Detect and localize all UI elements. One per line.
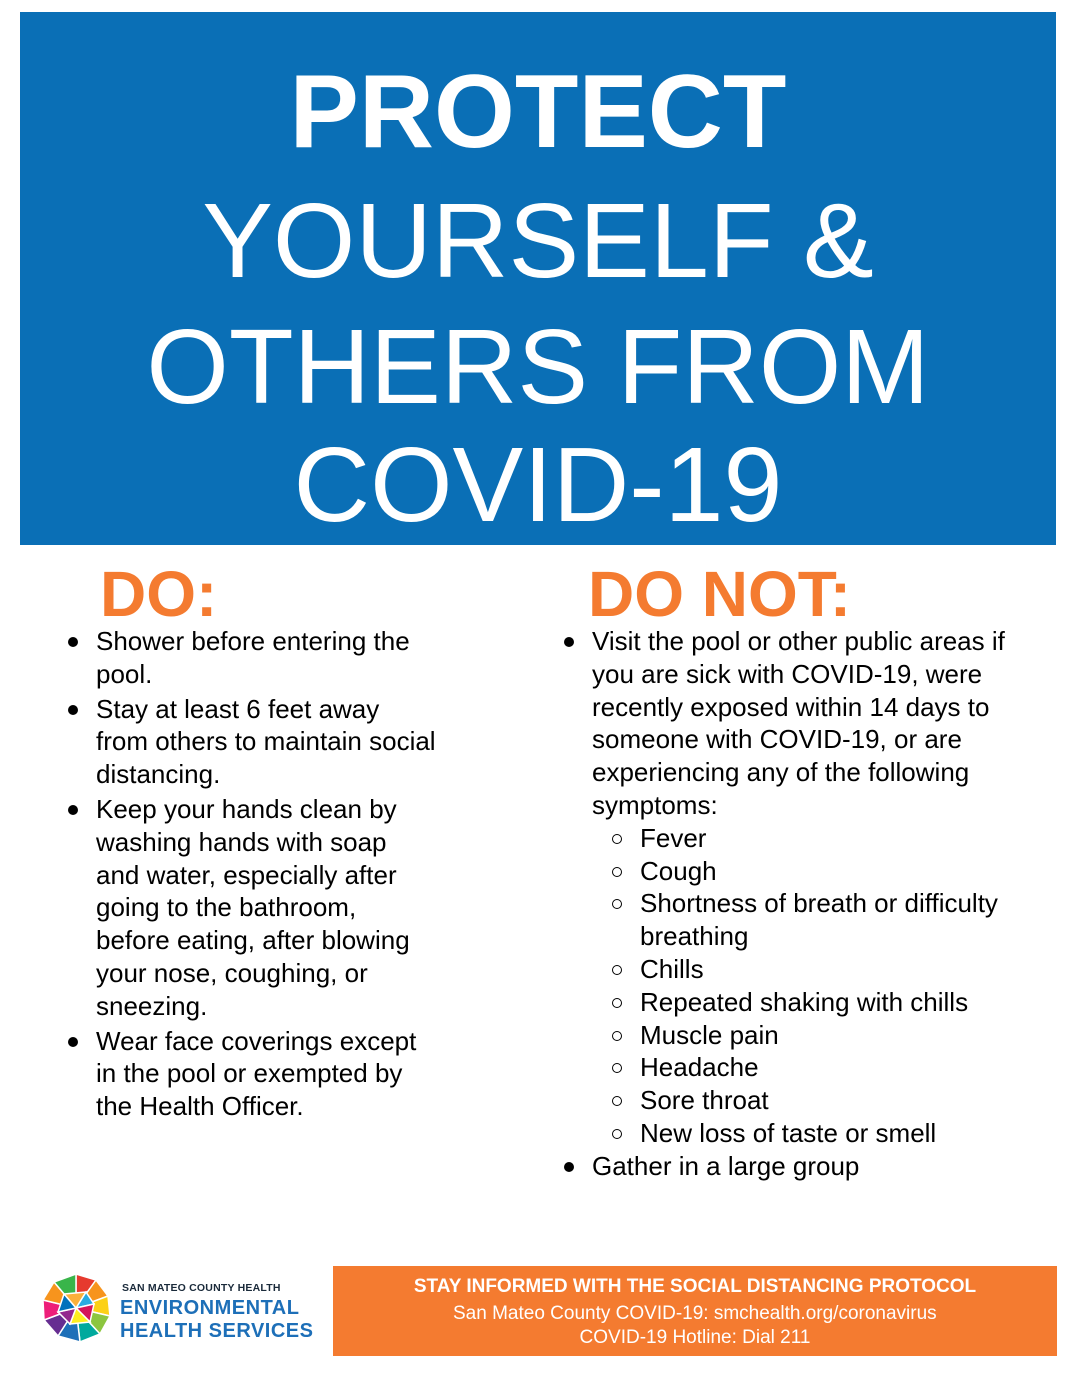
logo-small-text: SAN MATEO COUNTY HEALTH <box>122 1282 281 1294</box>
circle-bullet-icon <box>612 1096 622 1106</box>
symptom-item: New loss of taste or smell <box>640 1117 1032 1150</box>
circle-bullet-icon <box>612 867 622 877</box>
list-item <box>96 625 436 691</box>
list-item <box>96 793 436 1023</box>
bullet-icon <box>68 1037 78 1047</box>
stay-informed-heading: STAY INFORMED WITH THE SOCIAL DISTANCING PROTOCOL <box>413 1276 977 1297</box>
list-item <box>96 1025 436 1123</box>
circle-bullet-icon <box>612 899 622 909</box>
symptom-item: Chills <box>640 953 1032 986</box>
circle-bullet-icon <box>612 1129 622 1139</box>
bullet-icon <box>68 805 78 815</box>
do-not-item-text: Gather in a large group <box>592 1150 860 1181</box>
circle-bullet-icon <box>612 834 622 844</box>
symptom-item: Sore throat <box>640 1084 1032 1117</box>
title-line-covid: COVID-19 <box>293 426 783 544</box>
website-info: San Mateo County COVID-19: smchealth.org/coronavirus <box>453 1303 937 1324</box>
bullet-icon <box>564 637 574 647</box>
bullet-icon <box>68 705 78 715</box>
title-line-others: OTHERS FROM <box>146 308 930 426</box>
stay-informed-box <box>333 1266 1057 1356</box>
do-list <box>96 625 436 1125</box>
symptom-item: Headache <box>640 1051 1032 1084</box>
symptom-item: Muscle pain <box>640 1019 1032 1052</box>
do-item-text: Wear face coverings except in the pool or exempted by the Health Officer. <box>96 1025 417 1122</box>
hotline-info: COVID-19 Hotline: Dial 211 <box>579 1327 811 1348</box>
circle-bullet-icon <box>612 1063 622 1073</box>
symptom-item: Cough <box>640 855 1032 888</box>
bullet-icon <box>68 637 78 647</box>
list-item <box>592 1150 1032 1183</box>
do-not-heading: DO NOT: <box>588 558 852 630</box>
agency-logo <box>40 1272 330 1352</box>
do-not-item-text: Visit the pool or other public areas if you are sick with COVID-19, were recently exposed within 14 days to someone with COVID-19, or are experiencing any of the following symptoms: <box>592 626 1005 820</box>
logo-line-environmental: ENVIRONMENTAL <box>120 1297 300 1319</box>
symptoms-list <box>592 822 1032 1150</box>
symptom-item: Shortness of breath or difficulty breathing <box>640 887 1032 953</box>
mosaic-circle-logo-icon <box>40 1272 112 1344</box>
do-item-text: Shower before entering the pool. <box>96 626 410 689</box>
title-line-protect: PROTECT <box>289 54 787 170</box>
logo-line-health-services: HEALTH SERVICES <box>120 1320 314 1342</box>
symptom-item: Repeated shaking with chills <box>640 986 1032 1019</box>
list-item <box>592 625 1032 1150</box>
title-banner <box>20 12 1056 545</box>
title-line-yourself: YOURSELF & <box>202 182 874 300</box>
do-heading: DO: <box>100 558 218 630</box>
symptom-item: Fever <box>640 822 1032 855</box>
list-item <box>96 693 436 791</box>
do-not-list <box>592 625 1032 1183</box>
bullet-icon <box>564 1162 574 1172</box>
circle-bullet-icon <box>612 1031 622 1041</box>
circle-bullet-icon <box>612 998 622 1008</box>
do-item-text: Keep your hands clean by washing hands with soap and water, especially after going to the bathroom, before eating, after blowing your nose, coughing, or sneezing. <box>96 793 410 1021</box>
do-item-text: Stay at least 6 feet away from others to maintain social distancing. <box>96 693 436 790</box>
circle-bullet-icon <box>612 965 622 975</box>
